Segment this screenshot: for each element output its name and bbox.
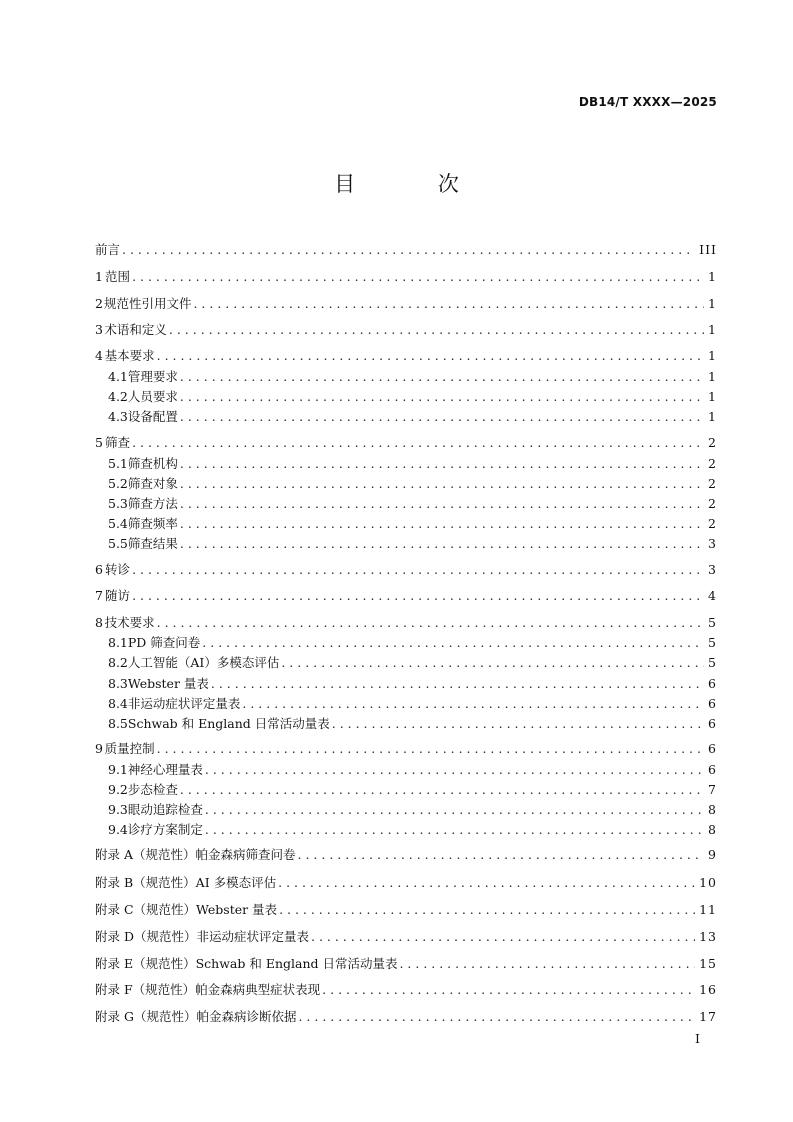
toc-entry[interactable]: [108, 535, 717, 553]
toc-entry-label: 筛查机构: [127, 456, 178, 471]
toc-entry-number: 8.4: [108, 696, 128, 711]
toc-entry[interactable]: [108, 715, 717, 733]
toc-entry[interactable]: [95, 740, 717, 758]
dot-leader: [278, 874, 695, 892]
toc-entry-label: 人员要求: [127, 389, 178, 404]
toc-entry-label: 非运动症状评定量表: [127, 696, 241, 711]
toc-entry-number: 5.1: [108, 456, 128, 471]
toc-entry-number: 5.5: [108, 536, 128, 551]
dot-leader: [332, 715, 704, 733]
dot-leader: [180, 368, 704, 386]
toc-entry-number: 4.3: [108, 409, 128, 424]
dot-leader: [322, 981, 695, 999]
toc-entry-number: 附录 E（规范性）: [95, 956, 196, 971]
dot-leader: [399, 955, 695, 973]
toc-entry-page: 3: [708, 562, 717, 577]
dot-leader: [180, 408, 704, 426]
toc-entry-label: 随访: [105, 588, 131, 603]
toc-entry[interactable]: [108, 495, 717, 513]
toc-entry-number: 1: [95, 269, 103, 284]
dot-leader: [202, 634, 704, 652]
toc-entry[interactable]: [95, 434, 717, 452]
toc-entry-number: 附录 F（规范性）: [95, 982, 196, 997]
dot-leader: [132, 561, 704, 579]
dot-leader: [180, 535, 704, 553]
toc-entry-page: 6: [708, 676, 717, 691]
toc-entry[interactable]: [95, 295, 717, 313]
toc-entry[interactable]: [95, 1008, 717, 1026]
toc-entry-page: 2: [708, 456, 717, 471]
toc-entry-label: 管理要求: [127, 369, 178, 384]
dot-leader: [132, 434, 704, 452]
toc-entry-number: 8.2: [108, 655, 128, 670]
toc-entry-page: 9: [708, 847, 717, 862]
dot-leader: [157, 740, 704, 758]
toc-entry[interactable]: [108, 515, 717, 533]
toc-entry-number: 4.2: [108, 389, 128, 404]
toc-entry[interactable]: [108, 475, 717, 493]
toc-entry[interactable]: [95, 347, 717, 365]
toc-entry[interactable]: [108, 801, 717, 819]
toc-entry[interactable]: [95, 874, 717, 892]
toc-entry-label: 筛查结果: [127, 536, 178, 551]
dot-leader: [298, 1008, 695, 1026]
toc-entry-number: 8.1: [108, 635, 128, 650]
toc-entry[interactable]: [108, 368, 717, 386]
dot-leader: [132, 587, 704, 605]
toc-entry-page: 1: [708, 389, 717, 404]
toc-entry[interactable]: [108, 761, 717, 779]
toc-entry[interactable]: [95, 268, 717, 286]
toc-entry-number: 6: [95, 562, 103, 577]
toc-entry[interactable]: [95, 561, 717, 579]
toc-entry-label: 基本要求: [104, 348, 155, 363]
toc-entry-page: 8: [708, 822, 717, 837]
toc-entry-page: 3: [708, 536, 717, 551]
document-code: DB14/T XXXX—2025: [578, 95, 717, 109]
toc-entry-number: 8.5: [108, 716, 128, 731]
toc-entry-label: 步态检查: [127, 782, 178, 797]
toc-entry-number: 附录 C（规范性）: [95, 902, 197, 917]
toc-entry-label: PD 筛查问卷: [127, 635, 201, 650]
toc-entry-page: 6: [708, 716, 717, 731]
dot-leader: [205, 801, 704, 819]
toc-entry-page: 11: [699, 902, 717, 917]
toc-entry-number: 附录 A（规范性）: [95, 847, 196, 862]
toc-entry-number: 9.3: [108, 802, 128, 817]
toc-entry[interactable]: [108, 821, 717, 839]
toc-entry-page: 2: [708, 435, 717, 450]
dot-leader: [298, 846, 705, 864]
toc-entry-number: 5.2: [108, 476, 128, 491]
toc-entry-label: Webster 量表: [196, 902, 278, 917]
toc-entry-label: 术语和定义: [104, 322, 167, 337]
toc-entry[interactable]: [108, 695, 717, 713]
toc-entry-label: 诊疗方案制定: [127, 822, 203, 837]
dot-leader: [205, 761, 704, 779]
toc-entry-page: 2: [708, 476, 717, 491]
toc-entry-label: 非运动症状评定量表: [196, 929, 310, 944]
toc-entry-number: 9.2: [108, 782, 128, 797]
toc-entry-number: 8: [95, 615, 103, 630]
toc-entry-number: 4: [95, 348, 103, 363]
toc-entry-number: 附录 G（规范性）: [95, 1009, 197, 1024]
toc-entry-number: 8.3: [108, 676, 128, 691]
toc-entry[interactable]: [108, 388, 717, 406]
dot-leader: [205, 821, 704, 839]
dot-leader: [211, 675, 704, 693]
dot-leader: [193, 295, 704, 313]
toc-entry-label: Schwab 和 England 日常活动量表: [127, 716, 330, 731]
dot-leader: [180, 475, 704, 493]
toc-entry-label: 前言: [95, 242, 121, 257]
toc-entry-number: 5: [95, 435, 103, 450]
toc-entry[interactable]: [108, 408, 717, 426]
toc-entry-label: 帕金森病诊断依据: [196, 1009, 297, 1024]
dot-leader: [180, 781, 704, 799]
dot-leader: [157, 347, 704, 365]
toc-entry-label: 筛查对象: [127, 476, 178, 491]
toc-entry-page: 1: [708, 322, 717, 337]
toc-entry[interactable]: [95, 241, 717, 259]
toc-entry-page: 5: [708, 615, 717, 630]
toc-entry-label: Webster 量表: [127, 676, 209, 691]
page-title: 目 次: [334, 172, 497, 196]
toc-entry-label: 筛查方法: [127, 496, 178, 511]
toc-entry[interactable]: [95, 614, 717, 632]
toc-entry[interactable]: [95, 901, 717, 919]
dot-leader: [180, 388, 704, 406]
toc-entry-label: 技术要求: [104, 615, 155, 630]
dot-leader: [180, 495, 704, 513]
toc-entry-number: 9.1: [108, 762, 128, 777]
toc-entry-page: 6: [708, 696, 717, 711]
toc-entry[interactable]: [95, 587, 717, 605]
toc-entry[interactable]: [108, 654, 717, 672]
toc-entry-number: 9: [95, 741, 103, 756]
toc-entry-label: 帕金森病典型症状表现: [195, 982, 321, 997]
toc-entry-page: 17: [699, 1009, 717, 1024]
dot-leader: [180, 455, 704, 473]
toc-entry-page: 1: [708, 296, 717, 311]
toc-entry-label: 规范性引用文件: [103, 296, 192, 311]
toc-entry-page: 2: [708, 516, 717, 531]
dot-leader: [311, 928, 695, 946]
toc-entry-page: 1: [708, 369, 717, 384]
toc-entry[interactable]: [95, 846, 717, 864]
toc-entry-number: 附录 D（规范性）: [95, 929, 197, 944]
toc-entry-number: 3: [95, 322, 103, 337]
toc-entry[interactable]: [95, 955, 717, 973]
toc-entry-number: 5.4: [108, 516, 128, 531]
toc-entry-label: AI 多模态评估: [195, 875, 277, 890]
toc-entry-page: 2: [708, 496, 717, 511]
dot-leader: [279, 901, 695, 919]
toc-entry-page: 4: [708, 588, 717, 603]
toc-entry-page: 5: [708, 655, 717, 670]
toc-entry-number: 7: [95, 588, 103, 603]
toc-entry-page: 1: [708, 409, 717, 424]
toc-entry[interactable]: [95, 928, 717, 946]
dot-leader: [281, 654, 704, 672]
toc-entry-page: III: [699, 242, 717, 257]
toc-entry-page: 16: [699, 982, 717, 997]
toc-entry-page: 1: [708, 269, 717, 284]
toc-entry[interactable]: [108, 634, 717, 652]
dot-leader: [242, 695, 704, 713]
toc-entry-page: 10: [699, 875, 717, 890]
toc-entry-label: 设备配置: [127, 409, 178, 424]
toc-entry-label: 质量控制: [104, 741, 155, 756]
toc-entry-number: 4.1: [108, 369, 128, 384]
toc-entry-label: Schwab 和 England 日常活动量表: [195, 956, 398, 971]
toc-entry[interactable]: [108, 455, 717, 473]
toc-entry-page: 5: [708, 635, 717, 650]
toc-entry-page: 8: [708, 802, 717, 817]
toc-entry-label: 筛查: [105, 435, 131, 450]
toc-entry-number: 附录 B（规范性）: [95, 875, 196, 890]
toc-entry[interactable]: [108, 675, 717, 693]
toc-entry-page: 15: [699, 956, 717, 971]
toc-entry-page: 6: [708, 741, 717, 756]
dot-leader: [132, 268, 704, 286]
toc-entry-label: 帕金森病筛查问卷: [195, 847, 296, 862]
toc-entry-label: 范围: [105, 269, 131, 284]
toc-entry-number: 2: [95, 296, 103, 311]
toc-entry-page: 1: [708, 348, 717, 363]
footer-page-number: I: [695, 1031, 700, 1046]
toc-entry-number: 9.4: [108, 822, 128, 837]
dot-leader: [180, 515, 704, 533]
toc-entry-number: 5.3: [108, 496, 128, 511]
dot-leader: [157, 614, 704, 632]
toc-entry[interactable]: [95, 981, 717, 999]
toc-entry-label: 眼动追踪检查: [127, 802, 203, 817]
toc-entry-label: 筛查频率: [127, 516, 178, 531]
dot-leader: [122, 241, 695, 259]
toc-entry-label: 人工智能（AI）多模态评估: [127, 655, 280, 670]
toc-entry-label: 转诊: [105, 562, 131, 577]
toc-entry-page: 13: [699, 929, 717, 944]
toc-entry-page: 7: [708, 782, 717, 797]
toc-entry-page: 6: [708, 762, 717, 777]
toc-entry[interactable]: [108, 781, 717, 799]
toc-entry[interactable]: [95, 321, 717, 339]
toc-entry-label: 神经心理量表: [127, 762, 203, 777]
dot-leader: [169, 321, 704, 339]
